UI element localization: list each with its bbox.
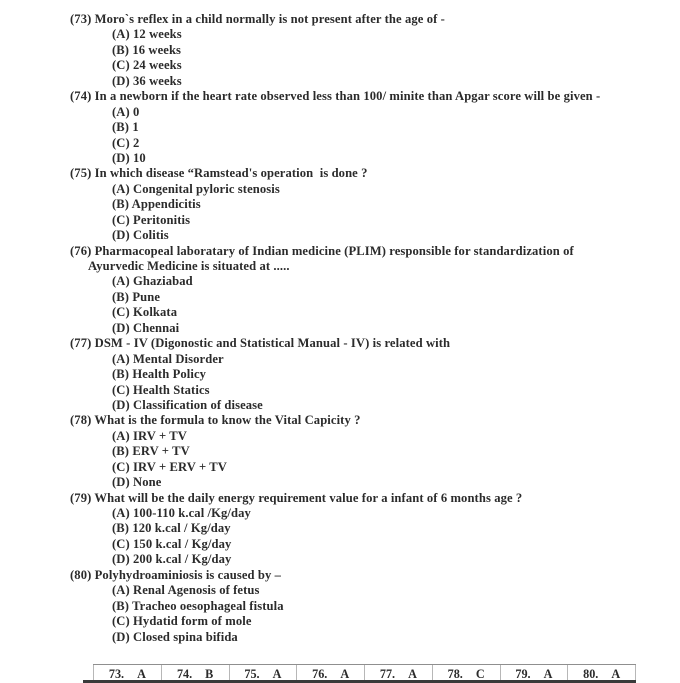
option-line: (C) 2 <box>112 135 140 150</box>
option-line: (B) 16 weeks <box>112 42 182 57</box>
answer-cell <box>500 665 568 681</box>
option-line: (C) Hydatid form of mole <box>112 614 252 629</box>
option-line: (B) Appendicitis <box>112 197 201 212</box>
option-line: (A) 0 <box>112 104 140 119</box>
answer-letter: A <box>611 666 621 681</box>
question-text: (75) In which disease “Ramstead's operation is done ? <box>70 166 368 181</box>
answer-cell <box>567 665 636 681</box>
option-line: (B) 1 <box>112 120 139 135</box>
question-text: (73) Moro`s reflex in a child normally is not present after the age of - <box>70 12 445 26</box>
answer-cell <box>93 665 161 681</box>
option-line: (A) Mental Disorder <box>112 351 224 366</box>
option-line: (D) None <box>112 475 162 490</box>
option-line: (D) Classification of disease <box>112 397 263 412</box>
option-line: (D) 10 <box>112 150 146 165</box>
question-text: (77) DSM - IV (Digonostic and Statistical Manual - IV) is related with <box>70 336 451 351</box>
option-line: (A) Ghaziabad <box>112 274 193 289</box>
answer-question-number: 73. <box>108 666 125 681</box>
option-line: (A) Renal Agenosis of fetus <box>112 583 260 598</box>
answer-question-number: 79. <box>515 666 531 681</box>
answer-key-table <box>93 664 636 681</box>
option-line: (D) Chennai <box>112 320 180 335</box>
answer-cell <box>432 665 500 681</box>
answer-letter: A <box>408 666 417 681</box>
question-text: (76) Pharmacopeal laboratary of Indian medicine (PLIM) responsible for standardization of <box>70 243 574 258</box>
option-line: (A) 12 weeks <box>112 27 182 42</box>
answer-question-number: 80. <box>583 666 599 681</box>
option-line: (B) 120 k.cal / Kg/day <box>112 521 231 536</box>
answer-letter: A <box>272 666 282 681</box>
option-line: (D) 36 weeks <box>112 73 182 88</box>
answer-cell <box>229 665 297 681</box>
option-line: (A) Congenital pyloric stenosis <box>112 181 280 196</box>
question-text: (74) In a newborn if the heart rate observed less than 100/ minite than Apgar score will be given - <box>70 89 601 104</box>
answer-letter: A <box>340 666 350 681</box>
answer-question-number: 74. <box>176 666 193 681</box>
option-line: (D) 200 k.cal / Kg/day <box>112 552 232 567</box>
bottom-rule <box>83 680 636 683</box>
option-line: (A) 100-110 k.cal /Kg/day <box>112 506 251 520</box>
option-line: (A) IRV + TV <box>112 428 187 443</box>
option-line: (C) Health Statics <box>112 382 210 397</box>
answer-cell <box>296 665 364 681</box>
option-line: (C) 24 weeks <box>112 58 182 73</box>
option-line: (B) Pune <box>112 289 161 304</box>
answer-letter: A <box>543 666 553 681</box>
question-text: (80) Polyhydroaminiosis is caused by – <box>70 567 282 582</box>
question-text: (79) What will be the daily energy requirement value for a infant of 6 months age ? <box>70 490 523 505</box>
answer-question-number: 75. <box>244 666 260 681</box>
answer-question-number: 78. <box>447 666 463 681</box>
option-line: (B) Tracheo oesophageal fistula <box>112 598 284 613</box>
option-line: (C) Kolkata <box>112 305 178 320</box>
answer-question-number: 77. <box>379 666 396 681</box>
answer-question-number: 76. <box>312 666 328 681</box>
answer-cell <box>364 665 432 681</box>
option-line: (C) 150 k.cal / Kg/day <box>112 536 232 551</box>
option-line: (D) Colitis <box>112 228 169 243</box>
option-line: (C) Peritonitis <box>112 212 191 227</box>
answer-letter: B <box>205 666 214 681</box>
option-line: (C) IRV + ERV + TV <box>112 459 227 474</box>
option-line: (B) Health Policy <box>112 367 207 382</box>
answer-letter: A <box>137 666 146 681</box>
option-line: (D) Closed spina bifida <box>112 629 238 644</box>
question-text: (78) What is the formula to know the Vital Capicity ? <box>70 413 361 428</box>
question-text-continued: Ayurvedic Medicine is situated at ..... <box>88 259 290 273</box>
answer-letter: C <box>475 666 485 681</box>
answer-cell <box>161 665 229 681</box>
option-line: (B) ERV + TV <box>112 444 190 459</box>
